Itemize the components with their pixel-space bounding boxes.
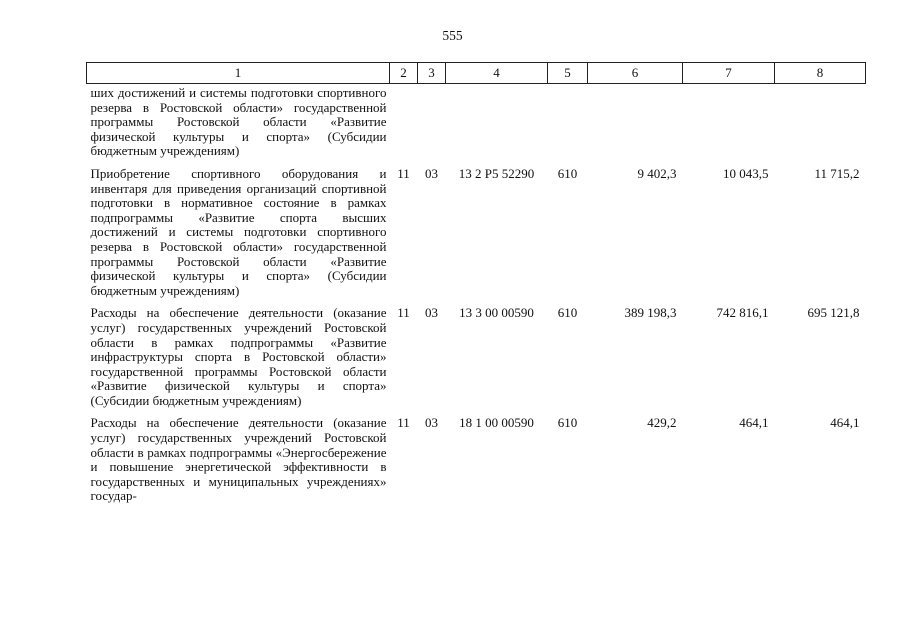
- row-amount-year-2: 10 043,5: [723, 165, 769, 181]
- row-section: 11: [397, 415, 410, 431]
- header-col-3: 3: [418, 63, 446, 84]
- row-section: 11: [397, 165, 410, 181]
- row-amount-year-3: 695 121,8: [807, 305, 860, 321]
- row-expense-type: 610: [557, 305, 578, 321]
- row-amount-year-3: [775, 84, 866, 167]
- table-row: [87, 84, 866, 167]
- row-amount-year-3: 464,1: [830, 415, 860, 431]
- row-amount-year-1: 429,2: [647, 415, 677, 431]
- header-col-8: 8: [775, 63, 866, 84]
- page-number: 555: [442, 28, 463, 43]
- row-description: Приобретение спортивного оборудования и инвентаря для приведения организаций спортивной подготовки в нормативное состояние в рамках подпрограммы «Развитие спорта высших достижений и системы подготовки спортивного резерва в Ростовской области» государственной программы Ростовской области «Развитие физической культуры и спорта» (Субсидии бюджетным учреждениям): [90, 165, 387, 298]
- row-amount-year-3: 11 715,2: [814, 165, 860, 181]
- table-row: [87, 416, 866, 512]
- table-row: [87, 306, 866, 416]
- table-row: [87, 167, 866, 306]
- row-description: Расходы на обеспечение деятельности (оказание услуг) государственных учреждений Ростовской области в рамках подпрограммы «Развитие инфраструктуры спорта в Ростовской области» государственной программы Ростовской области «Развитие физической культуры и спорта» (Субсидии бюджетным учреждениям): [90, 305, 387, 408]
- row-amount-year-2: [683, 84, 775, 167]
- header-col-2: 2: [390, 63, 418, 84]
- row-target-article: 18 1 00 00590: [459, 415, 534, 431]
- row-amount-year-1: 389 198,3: [624, 305, 677, 321]
- table-header: [87, 63, 866, 84]
- row-expense-type: 610: [557, 415, 578, 431]
- header-col-4: 4: [446, 63, 548, 84]
- row-target-article: 13 2 P5 52290: [458, 165, 535, 181]
- header-col-6: 6: [588, 63, 683, 84]
- row-expense-type: 610: [557, 165, 578, 181]
- row-description: ших достижений и системы подготовки спортивного резерва в Ростовской области» государственной программы Ростовской области «Развитие физической культуры и спорта» (Субсидии бюджетным учреждениям): [90, 85, 387, 159]
- header-row: [87, 63, 866, 84]
- table-body: [87, 84, 866, 513]
- header-col-1: 1: [87, 63, 390, 84]
- row-subsection: [418, 84, 446, 167]
- row-subsection: 03: [425, 415, 438, 431]
- row-amount-year-1: [588, 84, 683, 167]
- budget-table: [86, 62, 866, 512]
- row-target-article: 13 3 00 00590: [459, 305, 534, 321]
- row-description: Расходы на обеспечение деятельности (оказание услуг) государственных учреждений Ростовской области в рамках подпрограммы «Энергосбережение и повышение энергетической эффективности в государственных и муниципальных учреждениях» государ-: [90, 415, 387, 504]
- row-section: [390, 84, 418, 167]
- header-col-5: 5: [548, 63, 588, 84]
- row-target-article: [446, 84, 548, 167]
- row-subsection: 03: [425, 305, 438, 321]
- header-col-7: 7: [683, 63, 775, 84]
- row-amount-year-2: 464,1: [739, 415, 769, 431]
- row-expense-type: [548, 84, 588, 167]
- row-amount-year-1: 9 402,3: [637, 165, 677, 181]
- row-section: 11: [397, 305, 410, 321]
- row-amount-year-2: 742 816,1: [716, 305, 769, 321]
- row-subsection: 03: [425, 165, 438, 181]
